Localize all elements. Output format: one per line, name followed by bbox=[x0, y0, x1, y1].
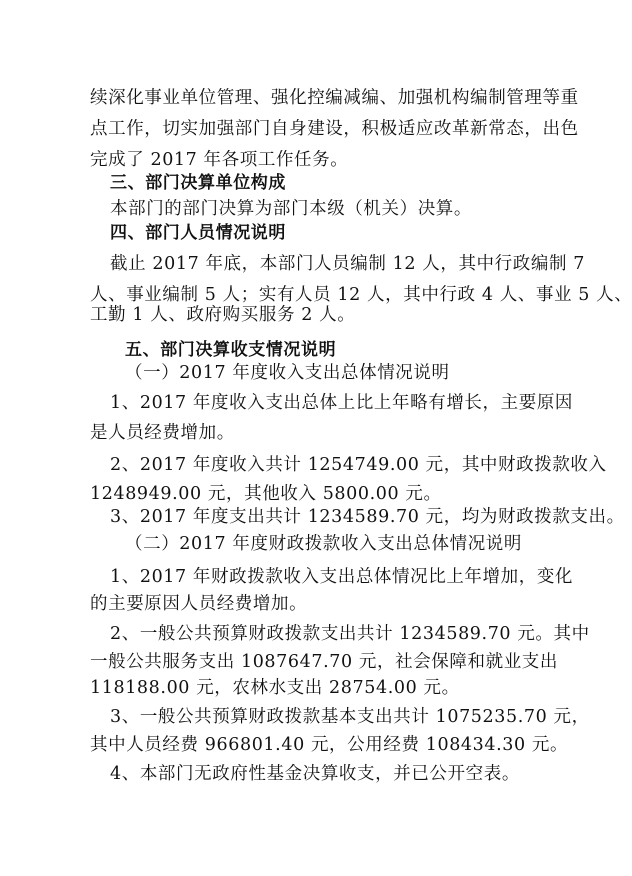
paragraph-line: 1248949.00 元，其他收入 5800.00 元。 bbox=[90, 484, 442, 504]
paragraph-line: 截止 2017 年底，本部门人员编制 12 人，其中行政编制 7 bbox=[110, 254, 585, 274]
section-heading: 三、部门决算单位构成 bbox=[110, 173, 286, 193]
subsection-heading: （二）2017 年度财政拨款收入支出总体情况说明 bbox=[125, 534, 522, 554]
paragraph-line: 2、2017 年度收入共计 1254749.00 元，其中财政拨款收入 bbox=[110, 455, 607, 475]
paragraph-line: 完成了 2017 年各项工作任务。 bbox=[90, 150, 349, 170]
paragraph-line: 3、一般公共预算财政拨款基本支出共计 1075235.70 元， bbox=[110, 707, 590, 727]
paragraph-line: 的主要原因人员经费增加。 bbox=[90, 594, 308, 614]
paragraph-line: 本部门的部门决算为部门本级（机关）决算。 bbox=[110, 199, 472, 219]
paragraph-line: 人、事业编制 5 人；实有人员 12 人，其中行政 4 人、事业 5 人、 bbox=[90, 285, 632, 305]
paragraph-line: 是人员经费增加。 bbox=[90, 423, 235, 443]
paragraph-line: 点工作，切实加强部门自身建设，积极适应改革新常态，出色 bbox=[90, 119, 579, 139]
paragraph-line: 4、本部门无政府性基金决算收支，并已公开空表。 bbox=[110, 764, 520, 784]
paragraph-line: 工勤 1 人、政府购买服务 2 人。 bbox=[90, 305, 356, 325]
paragraph-line: 118188.00 元，农林水支出 28754.00 元。 bbox=[90, 678, 460, 698]
paragraph-line: 一般公共服务支出 1087647.70 元，社会保障和就业支出 bbox=[90, 652, 558, 672]
paragraph-line: 续深化事业单位管理、强化控编减编、加强机构编制管理等重 bbox=[90, 88, 579, 108]
paragraph-line: 其中人员经费 966801.40 元，公用经费 108434.30 元。 bbox=[90, 735, 569, 755]
subsection-heading: （一）2017 年度收入支出总体情况说明 bbox=[125, 363, 450, 383]
section-heading: 五、部门决算收支情况说明 bbox=[125, 340, 337, 360]
paragraph-line: 1、2017 年财政拨款收入支出总体情况比上年增加，变化 bbox=[110, 567, 574, 587]
paragraph-line: 3、2017 年度支出共计 1234589.70 元，均为财政拨款支出。 bbox=[110, 507, 625, 527]
paragraph-line: 2、一般公共预算财政拨款支出共计 1234589.70 元。其中 bbox=[110, 624, 590, 644]
section-heading: 四、部门人员情况说明 bbox=[110, 223, 286, 243]
paragraph-line: 1、2017 年度收入支出总体上比上年略有增长，主要原因 bbox=[110, 393, 574, 413]
